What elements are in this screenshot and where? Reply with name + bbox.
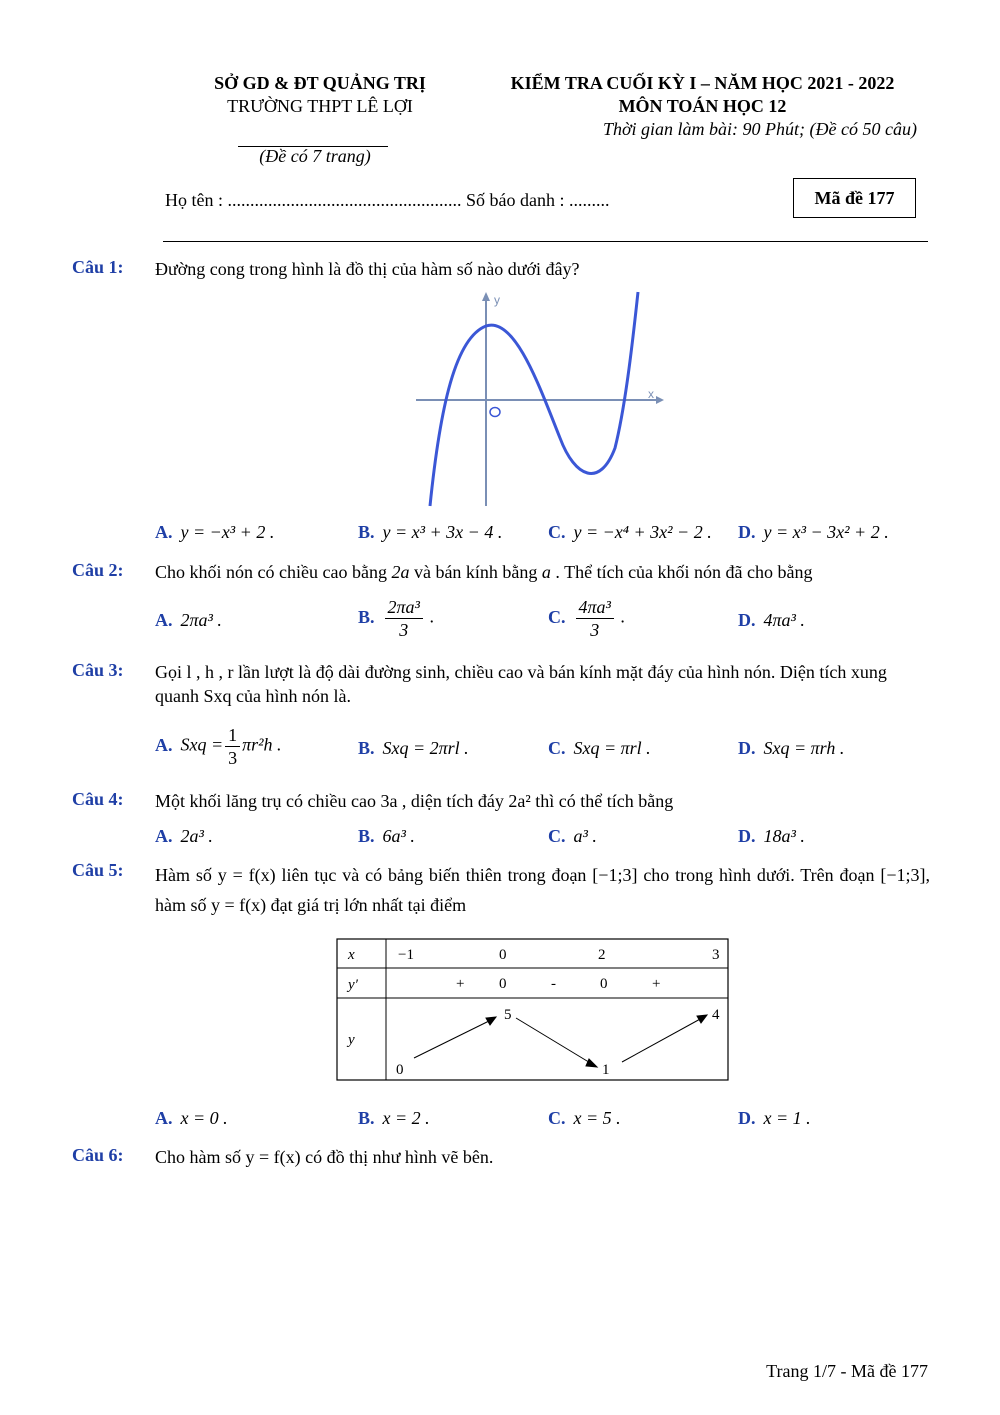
q2-text: Cho khối nón có chiều cao bằng 2a và bán kính bằng a . Thể tích của khối nón đã cho bằng <box>155 562 813 582</box>
q1-option-a[interactable]: A. y = −x³ + 2 . <box>155 522 275 542</box>
q6-text: Cho hàm số y = f(x) có đồ thị như hình vẽ bên. <box>155 1147 494 1167</box>
q1-x-arrow <box>656 396 664 404</box>
q1-y-label: y <box>494 293 500 307</box>
q5-x-value: −1 <box>398 947 414 963</box>
q3-label: Câu 3: <box>72 660 124 680</box>
q5-row-y: y <box>348 1032 355 1048</box>
time-note: Thời gian làm bài: 90 Phút; (Đề có 50 câu) <box>602 119 917 139</box>
exam-code-box: Mã đề 177 <box>793 178 916 218</box>
q4-option-d[interactable]: D. 18a³ . <box>738 826 805 846</box>
q5-option-d[interactable]: D. x = 1 . <box>738 1108 811 1128</box>
q4-option-a[interactable]: A. 2a³ . <box>155 826 213 846</box>
q2-label: Câu 2: <box>72 560 124 580</box>
q5-sign: + <box>652 976 661 992</box>
q5-y-value: 1 <box>602 1062 610 1078</box>
q5-x-value: 3 <box>712 947 720 963</box>
q1-option-b[interactable]: B. y = x³ + 3x − 4 . <box>358 522 503 542</box>
q5-sign: - <box>551 976 556 992</box>
q4-option-c[interactable]: C. a³ . <box>548 826 597 846</box>
q2-option-d[interactable]: D. 4πa³ . <box>738 610 805 630</box>
header-rule <box>163 241 928 242</box>
q1-text: Đường cong trong hình là đồ thị của hàm số nào dưới đây? <box>155 259 580 279</box>
q4-label: Câu 4: <box>72 789 124 809</box>
school-name: TRƯỜNG THPT LÊ LỢI <box>227 96 413 116</box>
q1-option-c[interactable]: C. y = −x⁴ + 3x² − 2 . <box>548 522 712 542</box>
q5-x-value: 2 <box>598 947 606 963</box>
q1-graph <box>410 288 670 510</box>
q5-option-c[interactable]: C. x = 5 . <box>548 1108 621 1128</box>
q3-option-b[interactable]: B. Sxq = 2πrl . <box>358 738 469 758</box>
q4-text: Một khối lăng trụ có chiều cao 3a , diện tích đáy 2a² thì có thể tích bằng <box>155 791 674 811</box>
pages-note: (Đề có 7 trang) <box>259 146 371 166</box>
q5-row-dy: y′ <box>348 977 358 993</box>
q5-sign: 0 <box>499 976 507 992</box>
q2-option-a[interactable]: A. 2πa³ . <box>155 610 222 630</box>
q2-option-c[interactable]: C. $\frac{\text{4πa³}}{3}$ . <box>548 597 625 640</box>
q6-label: Câu 6: <box>72 1145 124 1165</box>
q5-y-value: 5 <box>504 1007 512 1023</box>
q2-option-b[interactable]: B. $\frac{\text{2πa³}}{3}$ . <box>358 597 434 640</box>
q4-option-b[interactable]: B. 6a³ . <box>358 826 415 846</box>
q3-text: Gọi l , h , r lần lượt là độ dài đường sinh, chiều cao và bán kính mặt đáy của hình nón. Diện tích xung quanh Sxq của hình nón là. <box>155 662 887 706</box>
q3-option-d[interactable]: D. Sxq = πrh . <box>738 738 845 758</box>
q5-option-b[interactable]: B. x = 2 . <box>358 1108 430 1128</box>
q3-option-c[interactable]: C. Sxq = πrl . <box>548 738 651 758</box>
name-line: Họ tên : .................................................... Số báo danh : ......... <box>165 190 610 210</box>
q5-label: Câu 5: <box>72 860 124 880</box>
q5-variation-table <box>336 938 730 1082</box>
exam-title: KIỂM TRA CUỐI KỲ I – NĂM HỌC 2021 - 2022 <box>510 73 895 93</box>
q5-option-a[interactable]: A. x = 0 . <box>155 1108 228 1128</box>
q5-sign: 0 <box>600 976 608 992</box>
q1-y-arrow <box>482 292 490 301</box>
q5-text: Hàm số y = f(x) liên tục và có bảng biến thiên trong đoạn [−1;3] cho trong hình dưới. Trên đoạn [−1;3], hàm số y = f(x) đạt giá trị lớn nhất tại điểm <box>155 865 930 915</box>
q5-x-value: 0 <box>499 947 507 963</box>
q5-y-value: 0 <box>396 1062 404 1078</box>
q5-row-x: x <box>348 947 355 963</box>
q1-label: Câu 1: <box>72 257 124 277</box>
q1-x-label: x <box>648 387 654 401</box>
q1-origin-mark <box>490 408 500 417</box>
q5-sign: + <box>456 976 465 992</box>
q3-option-a[interactable]: A. Sxq = $\frac{1}{3}$ πr²h . <box>155 725 282 768</box>
subject-title: MÔN TOÁN HỌC 12 <box>618 96 787 116</box>
dept-name: SỞ GD & ĐT QUẢNG TRỊ <box>214 73 426 93</box>
page-footer: Trang 1/7 - Mã đề 177 <box>766 1361 928 1381</box>
q1-option-d[interactable]: D. y = x³ − 3x² + 2 . <box>738 522 889 542</box>
q5-y-value: 4 <box>712 1007 720 1023</box>
